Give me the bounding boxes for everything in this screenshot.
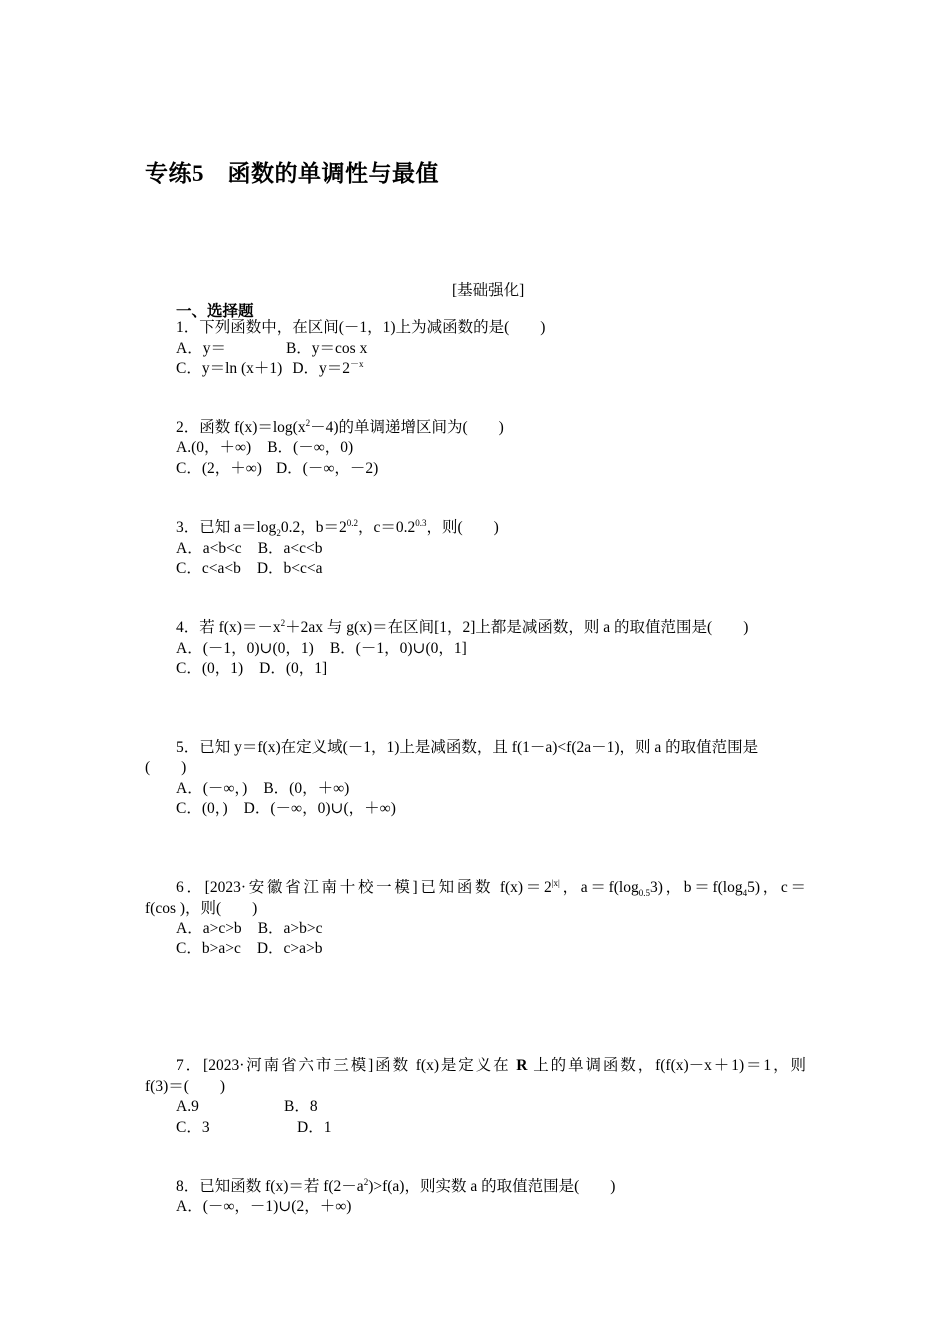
question-5-stem-line1: 5．已知 y＝f(x)在定义域(－1，1)上是减函数，且 f(1－a)<f(2a－1)，则 a 的取值范围是: [176, 739, 759, 756]
q1-option-d: D．y＝2: [292, 360, 351, 377]
q6-stem-part: 6．[2023·安徽省江南十校一模]已知函数 f(x)＝2: [176, 879, 552, 896]
q7-real-set-symbol: R: [516, 1057, 528, 1074]
q7-option-c: C．3: [176, 1119, 210, 1136]
q2-option-d: D．(－∞，－2): [275, 460, 379, 477]
question-1-options-cd: [176, 359, 364, 379]
q6-log-base: 0.5: [638, 888, 650, 898]
q4-option-b: B．(－1，0)∪(0，1]: [329, 640, 467, 657]
q2-stem-part: 2．函数 f(x)＝log(x: [176, 419, 306, 436]
question-1-options-ab: [176, 339, 367, 359]
q8-stem-part: )>f(a)，则实数 a 的取值范围是( ): [368, 1178, 616, 1195]
q4-stem-part: ＋2ax 与 g(x)＝在区间[1，2]上都是减函数，则 a 的取值范围是( ): [285, 619, 749, 636]
question-4-stem: [176, 618, 748, 638]
question-6-options-ab: [176, 919, 323, 939]
question-8-option-a: A．(－∞，－1)∪(2，＋∞): [176, 1198, 352, 1215]
q5-option-c: C．(0，): [176, 800, 228, 817]
question-5-stem-line2: ( ): [145, 759, 187, 776]
section-heading: 一、选择题: [176, 303, 254, 320]
q3-stem-part: ，c＝0.2: [357, 519, 416, 536]
q3-option-b: B．a<c<b: [257, 540, 323, 557]
q2-option-b: B．(－∞，0): [267, 439, 354, 456]
question-8-stem: [176, 1177, 615, 1197]
q4-option-d: D．(0，1]: [259, 660, 328, 677]
q3-log-base: 2: [276, 528, 281, 539]
q1-option-b: B．y＝cos x: [285, 340, 368, 357]
q6-log-base: 4: [742, 888, 748, 898]
q5-option-a: A．(－∞，): [176, 780, 248, 797]
q8-stem-sup: 2: [363, 1176, 369, 1187]
q3-exponent: 0.2: [346, 517, 358, 528]
q6-stem-part: ，a＝f(log: [559, 879, 639, 896]
question-2-options-ab: [176, 438, 353, 458]
question-6-stem-line2: f(cos )，则( ): [145, 900, 258, 917]
q4-option-a: A．(－1，0)∪(0，1): [176, 640, 314, 657]
q6-option-a: A．a>c>b: [176, 920, 242, 937]
page-title: 专练5 函数的单调性与最值: [145, 161, 439, 186]
q6-stem-part: 3)，b＝f(log: [649, 879, 743, 896]
question-2-stem: [176, 418, 504, 438]
q3-exponent: 0.3: [415, 517, 427, 528]
question-5-options-cd: [176, 799, 396, 819]
question-4-options-ab: [176, 639, 467, 659]
q1-option-d-exponent: －x: [350, 358, 364, 369]
q6-stem-part: 5)，c＝: [747, 879, 806, 896]
question-7-options-ab: [176, 1097, 318, 1117]
q3-stem-part: ，则( ): [426, 519, 499, 536]
section-tag: [基础强化]: [452, 282, 525, 299]
q6-exponent: |x|: [551, 878, 560, 888]
q7-option-d: D．1: [297, 1119, 332, 1136]
q6-option-c: C．b>a>c: [176, 940, 241, 957]
q6-option-d: D．c>a>b: [256, 940, 323, 957]
q2-stem-sup: 2: [305, 417, 311, 428]
question-2-options-cd: [176, 459, 378, 479]
question-3-options-ab: [176, 539, 323, 559]
q3-stem-part: 3．已知 a＝log: [176, 519, 277, 536]
q1-option-a: A．y＝: [176, 340, 226, 357]
q2-option-c: C．(2，＋∞): [176, 460, 262, 477]
question-4-options-cd: [176, 659, 327, 679]
q6-option-b: B．a>b>c: [257, 920, 323, 937]
q7-stem-part: 上的单调函数，f(f(x)－x＋1)＝1，则: [527, 1057, 806, 1074]
question-6-stem-line1: [176, 878, 806, 898]
q7-option-b: B．8: [284, 1098, 318, 1115]
q8-stem-part: 8．已知函数 f(x)＝若 f(2－a: [176, 1178, 364, 1195]
q7-option-a: A.9: [176, 1098, 199, 1115]
question-6-options-cd: [176, 939, 323, 959]
q3-option-c: C．c<a<b: [176, 560, 241, 577]
question-3-options-cd: [176, 559, 323, 579]
question-1-stem: 1．下列函数中，在区间(－1，1)上为减函数的是( ): [176, 319, 546, 336]
question-7-stem-line1: [176, 1056, 806, 1076]
question-5-options-ab: [176, 779, 349, 799]
q2-option-a: A.(0，＋∞): [176, 439, 252, 456]
q1-option-c: C．y＝ln (x＋1): [176, 360, 283, 377]
q4-stem-part: 4．若 f(x)＝－x: [176, 619, 281, 636]
q5-option-b: B．(0，＋∞): [263, 780, 350, 797]
q3-option-d: D．b<c<a: [256, 560, 323, 577]
question-7-options-cd: [176, 1118, 331, 1138]
q3-stem-part: 0.2，b＝2: [280, 519, 347, 536]
q4-stem-sup: 2: [280, 617, 286, 628]
q4-option-c: C．(0，1): [176, 660, 244, 677]
q5-option-d: D．(－∞，0)∪(，＋∞): [243, 800, 396, 817]
q3-option-a: A．a<b<c: [176, 540, 242, 557]
q7-stem-part: 7．[2023·河南省六市三模]函数 f(x)是定义在: [176, 1057, 517, 1074]
question-7-stem-line2: f(3)＝( ): [145, 1078, 226, 1095]
q2-stem-part: －4)的单调递增区间为( ): [310, 419, 504, 436]
question-3-stem: [176, 518, 499, 538]
